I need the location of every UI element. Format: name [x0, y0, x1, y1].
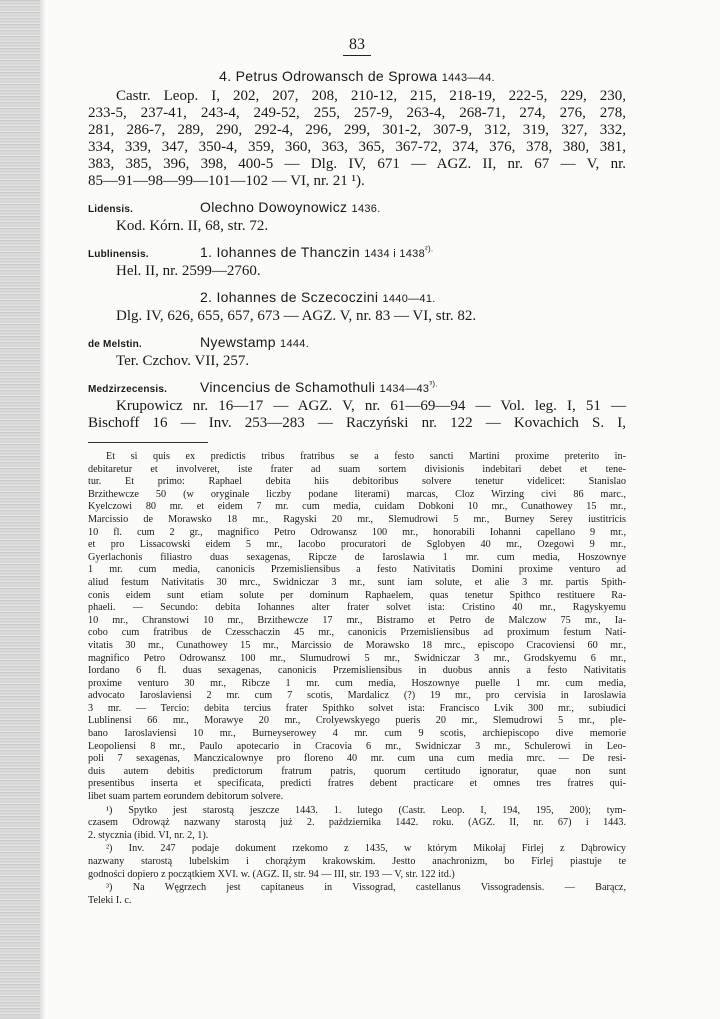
reference-line: 334, 339, 347, 350-4, 359, 360, 363, 365, 367-72, 374, 376, 378, 380, 381,: [88, 139, 626, 155]
entry-tag: Lublinensis.: [88, 249, 149, 260]
entry-lublinensis-2: [88, 289, 626, 305]
entry-de-melstin: [88, 334, 626, 350]
footnote-2: ²) Inv. 247 podaje dokument rzekomo z 1435, w którym Mikołaj Firlej z Dąbrowicy nazwany starostą lubelskim i chorążym krakowskim. Jestto anachronizm, bo Firlej piastuje te godności dopiero z początkiem XVI. w. (AGZ. II, str. 94 — III, str. 193 — V, str. 122 itd.): [88, 843, 626, 880]
note-line: presentibus inserta et specificata, predicti fratres debent practicare et omnes tres fratres qui-: [88, 778, 626, 790]
section-4-title: 4. Petrus Odrowansch de Sprowa: [219, 68, 438, 84]
entry-title: Nyewstamp 1444.: [200, 334, 310, 350]
note-line: 1 mr. cum media, canonicis Przemisliensibus a festo Nativitatis Domini proxime venturo ad: [88, 564, 626, 576]
entry-lublinensis: [88, 244, 626, 260]
note-line: Gyerlachonis filiastro duas sexagenas, Ripcze de Iaroslawia 1 mr. cum media, Hoszownye: [88, 551, 626, 563]
entry-tag: de Melstin.: [88, 339, 142, 350]
note-line: vitatis 30 mr., Cunathowey 15 mr., Marcissio de Morawsko 18 mrc., episcopo Cracoviensi 60 mr.,: [88, 639, 626, 651]
note-line: aliud festum Nativitatis 30 mrc., Swidniczar 3 mr., sunt iam solute, et alie 3 mr. partis Spith-: [88, 576, 626, 588]
reference-line: Castr. Leop. I, 202, 207, 208, 210-12, 215, 218-19, 222-5, 229, 230,: [116, 88, 626, 104]
entry-tag: Lidensis.: [88, 204, 134, 215]
entry-title: Olechno Dowoynowicz 1436.: [200, 199, 381, 215]
entry-lidensis: [88, 199, 626, 215]
footnote-1: ¹) Spytko jest starostą jeszcze 1443. 1. lutego (Castr. Leop. I, 194, 195, 200); tym- czasem Odrowąż nazwany starostą już 2. października 1442. roku. (AGZ. II, nr. 67) i 1443. 2. stycznia (ibid. VI, nr. 2, 1).: [88, 804, 626, 841]
note-line: Et si quis ex predictis tribus fratribus se a festo sancti Martini proxime preterito in-: [106, 451, 626, 462]
note-line: 3 mr. — Tercio: debita tercius frater Spithko solvet ista: Francisco Lvik 300 mr., subiudici: [88, 702, 626, 714]
entry-reference: Kod. Kórn. II, 68, str. 72.: [116, 218, 269, 234]
note-line: cobo cum fratribus de Czesschaczin 45 mr., canonicis Przemisliensibus ad proximum festum Nati-: [88, 627, 626, 639]
reference-line: 383, 385, 396, 398, 400-5 — Dlg. IV, 671 — AGZ. II, nr. 67 — V, nr.: [88, 156, 626, 172]
note-line: debitaretur et involveret, iste frater ad suam sortem divisionis indebitari debet et tene-: [88, 463, 626, 475]
note-line: Marcissio de Morawsko 18 mr., Ragyski 20 mr., Slemudrowi 5 mr., Burney Serey iustitricis: [88, 513, 626, 525]
section-4-references: [88, 88, 626, 190]
note-line: Lublinensi 66 mr., Morawye 20 mr., Crolyewskyego pueris 20 mr., Slemudrowi 5 mr., ple-: [88, 715, 626, 727]
footnote-divider: [88, 442, 208, 443]
document-page: [88, 36, 626, 907]
note-line: bano Iaroslaviensi 10 mr., Burneyserowey 4 mr. cum 9 scotis, archiepiscopo dive memorie: [88, 728, 626, 740]
entry-title: 1. Iohannes de Thanczin 1434 i $1438^{^2).}$: [200, 244, 434, 260]
entry-reference: Hel. II, nr. 2599—2760.: [116, 263, 261, 279]
section-4-heading: [88, 68, 626, 84]
note-line: et pro Lissacowski eidem 5 mr., Iacobo procuratori de Sglobyen 40 mr., Ozegowi 9 mr.,: [88, 539, 626, 551]
note-line: libet suam partem eorundem debitorum solvere.: [88, 791, 284, 803]
entry-title: 2. Iohannes de Sczecoczini 1440—41.: [200, 289, 436, 305]
note-line: poli 7 sexagenas, Manczicalownye pro floreno 40 mr. cum una cum media mrc. — De resi-: [88, 753, 626, 765]
footnote-note-text: [88, 451, 626, 804]
note-line: conis eidem sunt etiam solute per dominum Raphaelem, quas tenetur Spithco restituere Ra-: [88, 589, 626, 601]
note-line: duis autem debitis predictorum fratrum patris, quorum certitudo ignoratur, quae non sunt: [88, 765, 626, 777]
reference-line: 85—91—98—99—101—102 — VI, nr. 21 ¹).: [88, 173, 365, 189]
entry-reference: Dlg. IV, 626, 655, 657, 673 — AGZ. V, nr. 83 — VI, str. 82.: [116, 308, 477, 324]
scanned-page-edge: [0, 0, 40, 1019]
reference-line: 233-5, 237-41, 243-4, 249-52, 255, 257-9, 263-4, 268-71, 274, 276, 278,: [88, 105, 626, 121]
entry-reference: Krupowicz nr. 16—17 — AGZ. V, nr. 61—69—94 — Vol. leg. I, 51 — Bischoff 16 — Inv. 253—283 — Raczyński nr. 122 — Kovachich S. I,: [88, 398, 626, 431]
note-line: Brzithewcze 50 (w oryginale liczby podane literami) marcas, Cloz Wirzing civi 86 marc.,: [88, 488, 626, 500]
note-line: phaeli. — Secundo: debita Iohannes alter frater solvet ista: Cristino 40 mr., Ragyskyemu: [88, 602, 626, 614]
note-line: 10 fl. cum 2 gr., magnifico Petro Odrowansz 100 mr., honorabili Iohanni capellano 9 mr.,: [88, 526, 626, 538]
entry-tag: Medzirzecensis.: [88, 384, 168, 395]
page-number: 83: [88, 36, 626, 56]
note-line: magnifico Petro Odrowansz 100 mr., Slumudrowi 5 mr., Swidniczar 3 mr., Grodskyemu 6 mr.,: [88, 652, 626, 664]
reference-line: 281, 286-7, 289, 290, 292-4, 296, 299, 301-2, 307-9, 312, 319, 327, 332,: [88, 122, 626, 138]
entry-reference: Ter. Czchov. VII, 257.: [116, 353, 250, 369]
footnote-3: ³) Na Węgrzech jest capitaneus in Vissograd, castellanus Vissogradensis. — Barącz, Teleki I. c.: [88, 882, 626, 906]
note-line: proxime venturo 30 mr., Ribcze 1 mr. cum media, Hoszownye puelle 1 mr. cum media,: [88, 677, 626, 689]
entry-medzirzecensis: [88, 379, 626, 395]
note-line: Leopoliensi 8 mr., Paulo apotecario in Cracovia 6 mr., Swidniczar 3 mr., Schulerowi in Leo-: [88, 740, 626, 752]
note-line: advocato Iaroslaviensi 2 mr. cum 7 scotis, Mardalicz (?) 19 mr., pro cervisia in Iaroslawia: [88, 690, 626, 702]
note-line: Iordano 6 fl. duas sexagenas, canonicis Przemisliensibus in duobus annis a festo Nativitatis: [88, 665, 626, 677]
entry-title: Vincencius de Schamothuli $1434—43^{^3).}$: [200, 379, 438, 395]
note-line: Kyelczowi 80 mr. et eidem 7 mr. cum media, cuidam Dobkoni 10 mr., Cunathowey 15 mr.,: [88, 501, 626, 513]
section-4-years: 1443—44.: [441, 72, 495, 84]
note-line: tur. Et primo: Raphael debita hiis debitoribus solvere tenetur videlicet: Stanislao: [88, 476, 626, 488]
note-line: 10 mr., Chranstowi 10 mr., Brzithewcze 17 mr., Bistramo et Petro de Malczow 75 mr., Ia-: [88, 614, 626, 626]
